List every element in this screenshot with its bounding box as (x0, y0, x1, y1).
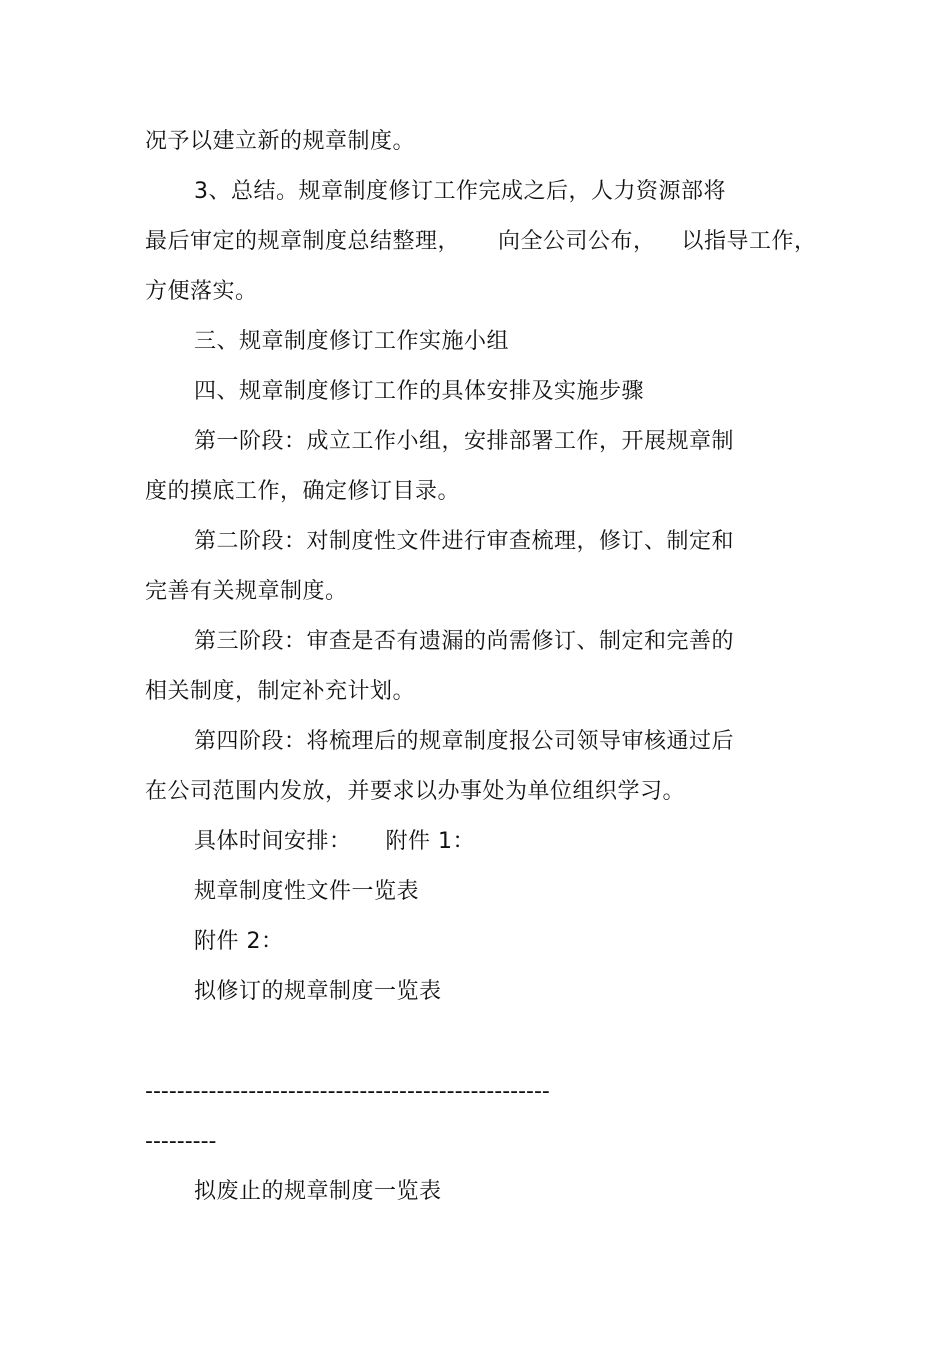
text-line (145, 227, 817, 257)
text-line: 方便落实。 (145, 279, 258, 304)
attachment-title: 规章制度性文件一览表 (194, 879, 420, 904)
text-segment: 向全公司公布， (498, 229, 656, 254)
text-segment: 最后审定的规章制度总结整理， (145, 229, 461, 254)
text-line: 第二阶段：对制度性文件进行审查梳理，修订、制定和 (194, 529, 735, 554)
text-line: 第三阶段：审查是否有遗漏的尚需修订、制定和完善的 (194, 629, 735, 654)
attachment-label: 附件 1： (385, 829, 476, 854)
dashed-separator: --------------------------------------------------- (145, 1079, 550, 1104)
text-line: 在公司范围内发放，并要求以办事处为单位组织学习。 (145, 779, 686, 804)
text-line: 相关制度，制定补充计划。 (145, 679, 416, 704)
attachment-title: 拟修订的规章制度一览表 (194, 979, 442, 1004)
text-line: 第一阶段：成立工作小组，安排部署工作，开展规章制 (194, 429, 735, 454)
attachment-label: 附件 2： (194, 929, 284, 954)
text-line: 度的摸底工作，确定修订目录。 (145, 479, 461, 504)
section-heading: 三、规章制度修订工作实施小组 (194, 329, 510, 354)
section-heading: 四、规章制度修订工作的具体安排及实施步骤 (194, 379, 645, 404)
attachment-title: 拟废止的规章制度一览表 (194, 1179, 442, 1204)
text-line: 第四阶段：将梳理后的规章制度报公司领导审核通过后 (194, 729, 735, 754)
text-line (194, 827, 475, 857)
text-segment: 具体时间安排： (194, 829, 352, 854)
text-line: 况予以建立新的规章制度。 (145, 129, 416, 154)
dashed-separator: --------- (145, 1129, 217, 1154)
text-line: 3、总结。规章制度修订工作完成之后，人力资源部将 (194, 179, 726, 204)
text-segment: 以指导工作， (681, 229, 817, 254)
text-line: 完善有关规章制度。 (145, 579, 348, 604)
